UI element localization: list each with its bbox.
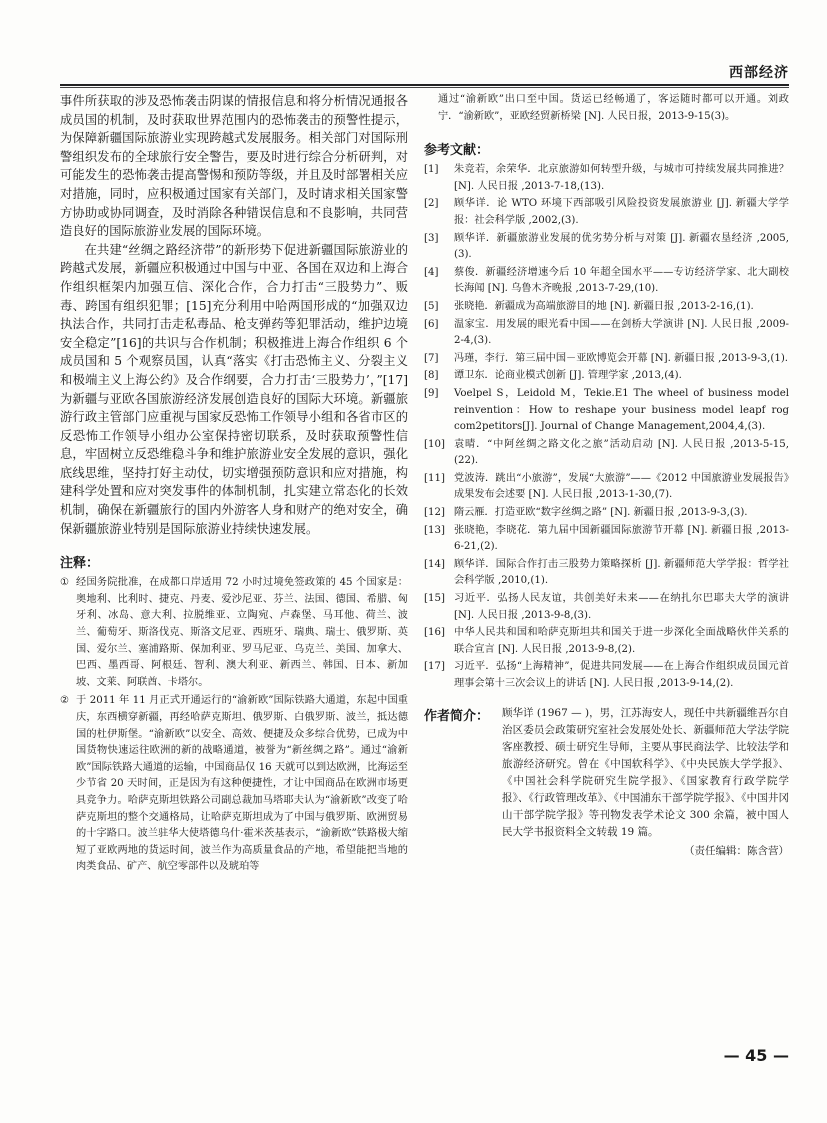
left-column	[60, 92, 408, 878]
reference-text: 朱竞若，余荣华．北京旅游如何转型升级，与城市可持续发展共同推进？ [N]. 人民日报 ,2013-7-18,(13).	[454, 164, 789, 192]
header-rule	[60, 84, 789, 86]
reference-text: 张晓艳，李晓花．第九届中国新疆国际旅游节开幕 [N]. 新疆日报 ,2013-6-21,(2).	[454, 524, 789, 553]
reference-number: [1]	[424, 164, 439, 176]
reference-text: 谭卫东．论商业模式创新 [J]. 管理学家 ,2013,(4).	[454, 370, 682, 382]
reference-item	[424, 231, 789, 264]
reference-text: 温家宝．用发展的眼光看中国——在剑桥大学演讲 [N]. 人民日报 ,2009-2-4,(3).	[454, 318, 789, 347]
reference-item	[424, 505, 789, 522]
reference-text: 顾华详．国际合作打击三股势力策略探析 [J]. 新疆师范大学学报：哲学社会科学版 ,2010,(1).	[454, 558, 789, 587]
reference-text: 顾华详．论 WTO 环境下西部吸引风险投资发展旅游业 [J]. 新疆大学学报：社会科学版 ,2002,(3).	[454, 198, 789, 226]
reference-text: 中华人民共和国和哈萨克斯坦共和国关于进一步深化全面战略伙伴关系的联合宣言 [N]. 人民日报 ,2013-9-8,(2).	[454, 627, 789, 655]
reference-text: Voelpel S，Leidold M，Tekie.E1 The wheel of business model reinvention：How to reshape your business model leapf rog com2petitors[J]. Journal of Change Management,2004,4,(3).	[454, 387, 789, 433]
reference-item	[424, 625, 789, 658]
reference-list	[424, 162, 789, 692]
reference-number: [6]	[424, 318, 439, 330]
reference-text: 习近平．弘扬人民友谊，共创美好未来——在纳扎尔巴耶夫大学的演讲 [N]. 人民日报 ,2013-9-8,(3).	[454, 593, 789, 621]
reference-number: [3]	[424, 232, 439, 244]
note-number: ①	[60, 577, 70, 589]
reference-number: [10]	[424, 438, 445, 450]
reference-item	[424, 659, 789, 692]
reference-number: [17]	[424, 661, 445, 673]
reference-text: 袁晴．“中阿丝绸之路文化之旅”活动启动 [N]. 人民日报 ,2013-5-15,(22).	[454, 438, 789, 467]
reference-item	[424, 299, 789, 316]
journal-name: 西部经济	[729, 65, 789, 81]
reference-item	[424, 351, 789, 368]
author-bio-label: 作者简介：	[424, 708, 490, 724]
reference-text: 隋云雁．打造亚欧“数字丝绸之路” [N]. 新疆日报 ,2013-9-3,(3).	[454, 507, 748, 519]
reference-text: 顾华详．新疆旅游业发展的优劣势分析与对策 [J]. 新疆农垦经济 ,2005,(3).	[454, 232, 789, 261]
reference-text: 习近平．弘扬“上海精神”，促进共同发展——在上海合作组织成员国元首理事会第十三次会议上的讲话 [N]. 人民日报 ,2013-9-14,(2).	[454, 661, 789, 689]
reference-item	[424, 437, 789, 470]
notes-heading: 注释：	[60, 556, 100, 572]
reference-number: [7]	[424, 352, 439, 364]
responsible-editor: （责任编辑：陈含营）	[684, 844, 789, 857]
header-rule-thin	[60, 87, 789, 88]
reference-text: 蔡俊．新疆经济增速今后 10 年超全国水平——专访经济学家、北大副校长海闻 [N]. 乌鲁木齐晚报 ,2013-7-29,(10).	[454, 266, 789, 295]
note-item	[60, 693, 408, 876]
reference-text: 党波涛．跳出“小旅游”，发展“大旅游”——《2012 中国旅游业发展报告》成果发布会述要 [N]. 人民日报 ,2013-1-30,(7).	[454, 472, 789, 501]
reference-number: [14]	[424, 558, 445, 570]
note-item	[60, 575, 408, 691]
reference-item	[424, 591, 789, 624]
author-bio-text: 顾华详 (1967 — )，男，江苏海安人，现任中共新疆维吾尔自治区委员会政策研究室社会发展处处长、新疆师范大学法学院客座教授、硕士研究生导师，主要从事民商法学、比较法学和旅游经济研究。曾在《中国软科学》、《中央民族大学学报》、《中国社会科学院研究生院学报》、《国家教育行政学院学报》、《行政管理改革》、《中国浦东干部学院学报》、《中国井冈山干部学院学报》等刊物发表学术论文 300 余篇，被中国人民大学书报资料全文转载 19 篇。	[502, 706, 789, 838]
reference-number: [2]	[424, 198, 439, 210]
reference-number: [12]	[424, 507, 445, 519]
note-text: 经国务院批准，在成都口岸适用 72 小时过境免签政策的 45 个国家是：奥地利、比利时、捷克、丹麦、爱沙尼亚、芬兰、法国、德国、希腊、匈牙利、冰岛、意大利、拉脱维亚、立陶宛、卢森堡、马耳他、荷兰、波兰、葡萄牙、斯洛伐克、斯洛文尼亚、西班牙、瑞典、瑞士、俄罗斯、英国、爱尔兰、塞浦路斯、保加利亚、罗马尼亚、乌克兰、美国、加拿大、巴西、墨西哥、阿根廷、智利、澳大利亚、新西兰、韩国、日本、新加坡、文莱、阿联酋、卡塔尔。	[76, 577, 408, 688]
reference-number: [5]	[424, 300, 439, 312]
reference-item	[424, 162, 789, 195]
note-number: ②	[60, 695, 70, 707]
reference-number: [15]	[424, 593, 445, 605]
author-bio	[424, 705, 789, 841]
reference-number: [4]	[424, 266, 439, 278]
references-heading: 参考文献：	[424, 143, 490, 159]
body-paragraph-2: 在共建“丝绸之路经济带”的新形势下促进新疆国际旅游业的跨越式发展，新疆应积极通过中国与中亚、各国在双边和上海合作组织框架内加强互信、深化合作，合力打击“三股势力”、贩毒、跨国有组织犯罪；[15]充分利用中哈两国形成的“加强双边执法合作，共同打击走私毒品、枪支弹药等犯罪活动，维护边境安全稳定”[16]的共识与合作机制；积极推进上海合作组织 6 个成员国和 5 个观察员国，认真“落实《打击恐怖主义、分裂主义和极端主义上海公约》及合作纲要，合力打击‘三股势力’，”[17]为新疆与亚欧各国旅游经济发展创造良好的国际大环境。新疆旅游行政主管部门应重视与国家反恐怖工作领导小组和各省市区的反恐怖工作领导小组办公室保持密切联系，及时获取预警性信息，牢固树立反恐维稳斗争和维护旅游业安全发展的意识，强化底线思维，坚持打好主动仗，切实增强预防意识和应对措施，构建科学处置和应对突发事件的体制机制，扎实建立常态化的长效机制，确保在新疆旅行的国内外游客人身和财产的绝对安全，确保新疆旅游业特别是国际旅游业持续快速发展。	[60, 242, 408, 536]
reference-number: [9]	[424, 387, 439, 399]
note-continuation: 通过“渝新欧”出口至中国。货运已经畅通了，客运随时都可以开通。刘政宁．“渝新欧”，亚欧经贸新桥梁 [N]. 人民日报，2013-9-15(3)。	[438, 94, 789, 122]
reference-item	[424, 196, 789, 229]
reference-text: 冯瑾，李行．第三届中国－亚欧博览会开幕 [N]. 新疆日报 ,2013-9-3,(1).	[454, 352, 789, 364]
reference-number: [16]	[424, 627, 445, 639]
reference-item	[424, 317, 789, 350]
reference-number: [8]	[424, 370, 439, 382]
reference-item	[424, 368, 789, 385]
reference-number: [11]	[424, 472, 445, 484]
reference-item	[424, 265, 789, 298]
reference-item	[424, 471, 789, 504]
note-text: 于 2011 年 11 月正式开通运行的“渝新欧”国际铁路大通道，东起中国重庆，东西横穿新疆，再经哈萨克斯坦、俄罗斯、白俄罗斯、波兰，抵达德国的杜伊斯堡。“渝新欧”以安全、高效、便捷及众多综合优势，已成为中国货物快速运往欧洲的新的战略通道，被誉为“新丝绸之路”。通过“渝新欧”国际铁路大通道的运输，中国商品仅 16 天就可以到达欧洲，比海运至少节省 20 天时间，正是因为有这种便捷性，才让中国商品在欧洲市场更具竞争力。哈萨克斯坦铁路公司副总裁加马塔耶夫认为“渝新欧”改变了哈萨克斯坦的整个交通格局，让哈萨克斯坦成为了中国与俄罗斯、欧洲贸易的十字路口。波兰驻华大使塔德乌什·霍米茨基表示，“渝新欧”铁路极大缩短了亚欧两地的货运时间，波兰作为高质量食品的产地，希望能把当地的肉类食品、矿产、航空零部件以及琥珀等	[76, 695, 408, 873]
reference-item	[424, 386, 789, 436]
reference-text: 张晓艳．新疆成为高端旅游目的地 [N]. 新疆日报 ,2013-2-16,(1).	[454, 300, 754, 312]
page-number: — 45 —	[723, 1046, 789, 1065]
reference-item	[424, 557, 789, 590]
right-column	[424, 92, 789, 858]
reference-item	[424, 523, 789, 556]
body-paragraph-1: 事件所获取的涉及恐怖袭击阴谋的情报信息和将分析情况通报各成员国的机制，及时获取世界范围内的恐怖袭击的预警性提示，为保障新疆国际旅游业实现跨越式发展服务。相关部门对国际刑警组织发布的全球旅行安全警告，要及时进行综合分析研判，对可能发生的恐怖袭击提高警惕和预防等级，并且及时部署相关应对措施，同时，应积极通过国家有关部门，及时请求相关国家警方协助或协同调查，及时消除各种错误信息和不良影响，共同营造良好的国际旅游业发展的国际环境。	[60, 94, 408, 239]
reference-number: [13]	[424, 524, 445, 536]
